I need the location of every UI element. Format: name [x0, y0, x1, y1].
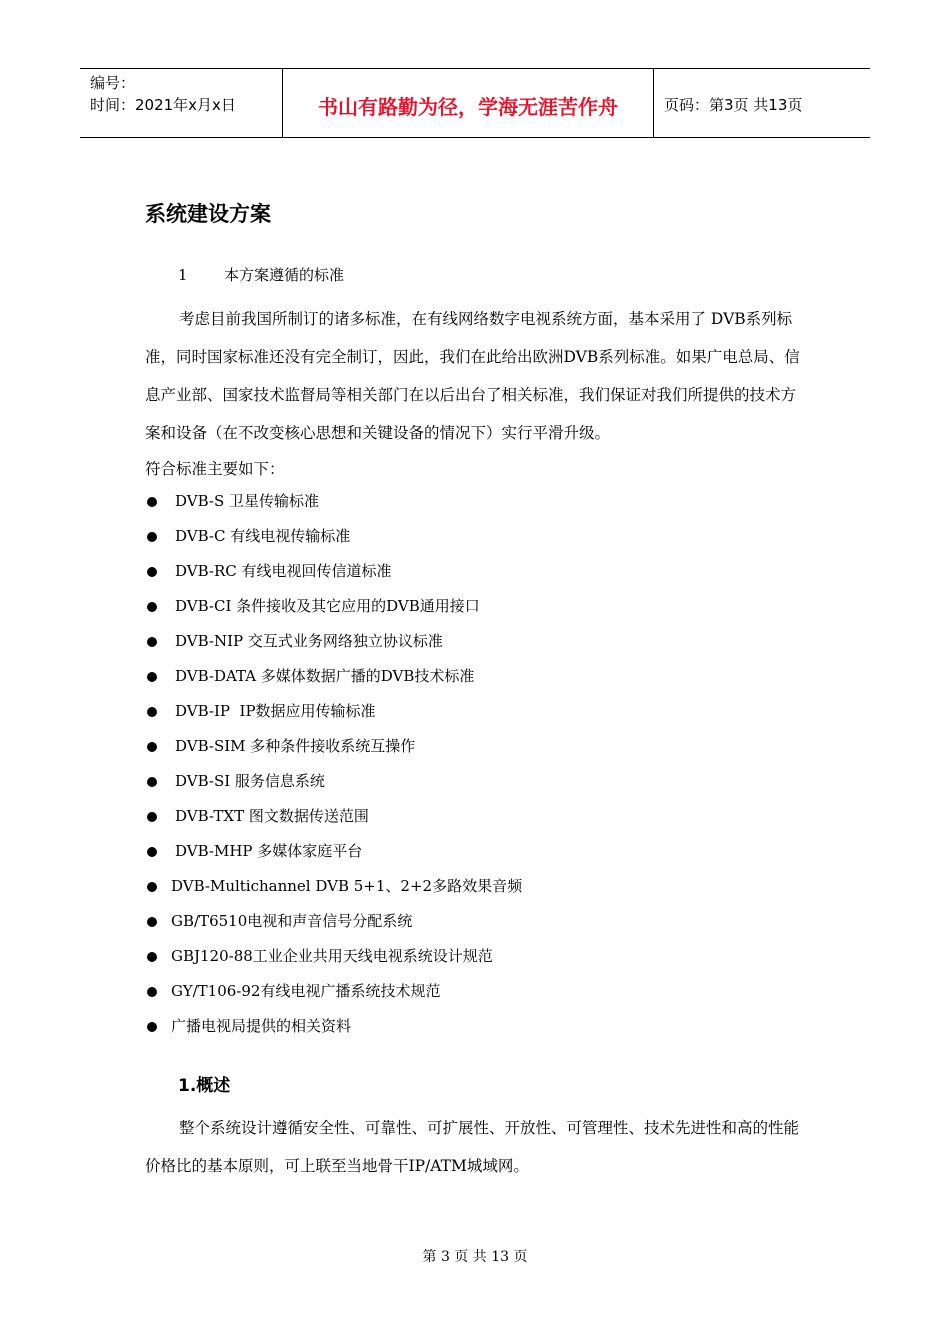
bullet-icon — [147, 987, 157, 997]
bullet-icon — [147, 567, 157, 577]
header-meta-cell — [80, 69, 282, 137]
list-item-text: DVB-DATA 多媒体数据广播的DVB技术标准 — [175, 667, 475, 685]
bullet-icon — [147, 602, 157, 612]
bullet-icon — [147, 952, 157, 962]
overview-paragraph: 整个系统设计遵循安全性、可靠性、可扩展性、开放性、可管理性、技术先进性和高的性能价格比的基本原则，可上联至当地骨干IP/ATM城域网。 — [145, 1119, 800, 1175]
bullet-icon — [147, 1022, 157, 1032]
list-item — [145, 834, 522, 869]
list-item-text: DVB-C 有线电视传输标准 — [175, 527, 351, 545]
bullet-icon — [147, 777, 157, 787]
list-item — [145, 729, 522, 764]
bullet-icon — [147, 497, 157, 507]
list-item-text: GY/T106-92有线电视广播系统技术规范 — [171, 982, 441, 1000]
section-number: 1 — [178, 266, 188, 284]
bullet-icon — [147, 707, 157, 717]
header-page-info: 页码：第3页 共13页 — [664, 95, 803, 114]
bullet-icon — [147, 637, 157, 647]
bullet-icon — [147, 532, 157, 542]
standards-intro: 符合标准主要如下： — [145, 460, 285, 478]
list-item — [145, 694, 522, 729]
list-item — [145, 589, 522, 624]
list-item — [145, 974, 522, 1009]
list-item-text: DVB-IP IP数据应用传输标准 — [175, 702, 376, 720]
list-item-text: DVB-S 卫星传输标准 — [175, 492, 320, 510]
list-item — [145, 799, 522, 834]
list-item-text: DVB-TXT 图文数据传送范围 — [175, 807, 369, 825]
list-item — [145, 939, 522, 974]
list-item-text: 广播电视局提供的相关资料 — [171, 1017, 352, 1035]
bullet-icon — [147, 812, 157, 822]
page-title: 系统建设方案 — [145, 202, 271, 226]
list-item — [145, 659, 522, 694]
section-title: 本方案遵循的标准 — [224, 266, 345, 284]
section-heading — [178, 264, 344, 285]
page-footer: 第 3 页 共 13 页 — [422, 1249, 528, 1265]
number-label: 编号： — [90, 74, 136, 92]
list-item-text: GBJ120-88工业企业共用天线电视系统设计规范 — [171, 947, 493, 965]
list-item — [145, 869, 522, 904]
list-item — [145, 904, 522, 939]
bullet-icon — [147, 847, 157, 857]
list-item — [145, 519, 522, 554]
list-item — [145, 484, 522, 519]
list-item-text: DVB-RC 有线电视回传信道标准 — [175, 562, 392, 580]
time-label: 时间：2021年x月x日 — [90, 96, 236, 114]
list-item-text: DVB-Multichannel DVB 5+1、2+2多路效果音频 — [171, 877, 523, 895]
list-item-text: GB/T6510电视和声音信号分配系统 — [171, 912, 413, 930]
header-motto: 书山有路勤为径，学海无涯苦作舟 — [282, 69, 654, 137]
bullet-icon — [147, 742, 157, 752]
list-item — [145, 764, 522, 799]
bullet-icon — [147, 882, 157, 892]
bullet-icon — [147, 672, 157, 682]
overview-heading: 1.概述 — [178, 1076, 231, 1096]
list-item — [145, 624, 522, 659]
standards-list — [145, 484, 522, 1044]
document-header — [80, 68, 870, 138]
list-item — [145, 554, 522, 589]
bullet-icon — [147, 917, 157, 927]
list-item-text: DVB-NIP 交互式业务网络独立协议标准 — [175, 632, 443, 650]
list-item-text: DVB-MHP 多媒体家庭平台 — [175, 842, 363, 860]
list-item — [145, 1009, 522, 1044]
list-item-text: DVB-SI 服务信息系统 — [175, 772, 325, 790]
list-item-text: DVB-CI 条件接收及其它应用的DVB通用接口 — [175, 597, 480, 615]
intro-paragraph: 考虑目前我国所制订的诸多标准，在有线网络数字电视系统方面，基本采用了 DVB系列标准，同时国家标准还没有完全制订，因此，我们在此给出欧洲DVB系列标准。如果广电总局、信息产业部、国家技术监督局等相关部门在以后出台了相关标准，我们保证对我们所提供的技术方案和设备（在不改变核心思想和关键设备的情况下）实行平滑升级。 — [145, 310, 800, 442]
list-item-text: DVB-SIM 多种条件接收系统互操作 — [175, 737, 416, 755]
